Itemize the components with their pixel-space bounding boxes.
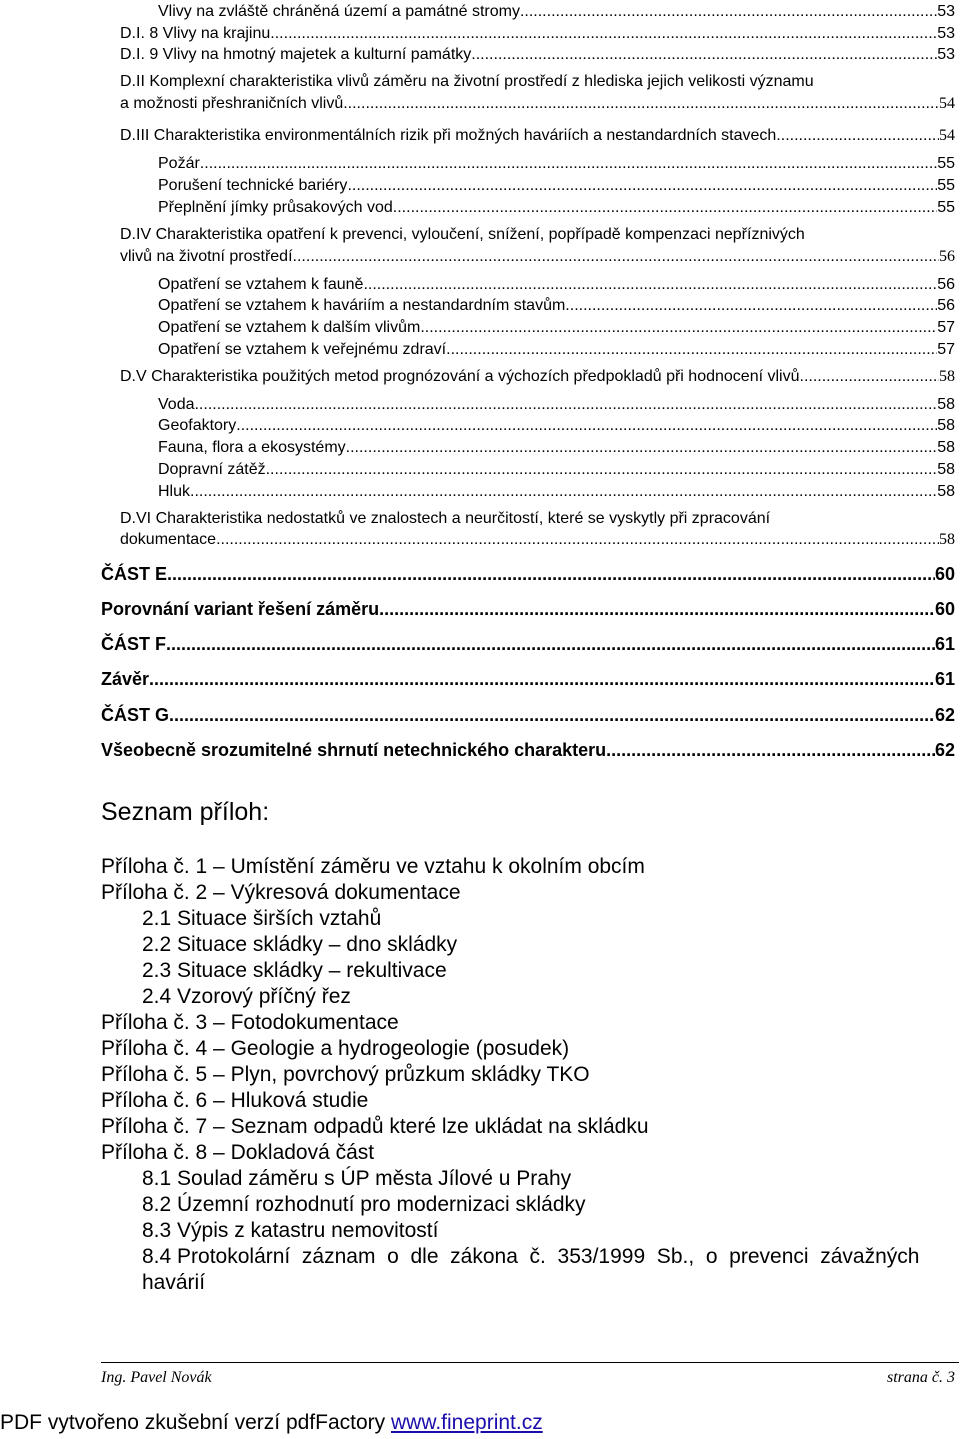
toc-page-number: 62 <box>934 740 955 760</box>
toc-leader <box>565 296 937 316</box>
toc-entry[interactable] <box>120 367 955 387</box>
toc-page-number: 53 <box>937 25 955 42</box>
attachment-subitem: 2.2 Situace skládky – dno skládky <box>142 933 458 956</box>
toc-leader <box>347 176 937 196</box>
toc-entry-title: D.II Komplexní charakteristika vlivů záměru na životní prostředí z hlediska jejich velikosti významu <box>120 73 814 90</box>
toc-entry[interactable] <box>158 275 955 295</box>
toc-leader <box>270 24 937 44</box>
toc-entry-title: Porušení technické bariéry <box>158 177 348 194</box>
toc-page-number: 58 <box>937 483 955 500</box>
toc-entry-title: Požár <box>158 155 200 172</box>
toc-entry-title: D.V Charakteristika použitých metod prognózování a výchozích předpokladů při hodnocení vlivů. <box>120 368 804 385</box>
toc-leader <box>169 704 935 726</box>
toc-entry-title: Voda <box>158 396 195 413</box>
attachment-item: Příloha č. 6 – Hluková studie <box>101 1089 369 1112</box>
toc-entry[interactable] <box>158 2 955 22</box>
toc-entry[interactable] <box>120 126 955 146</box>
toc-leader <box>776 126 939 146</box>
toc-entry-title: Fauna, flora a ekosystémy <box>158 439 346 456</box>
toc-entry[interactable] <box>158 395 955 415</box>
toc-entry[interactable] <box>158 318 955 338</box>
attachment-subitem: 2.4 Vzorový příčný řez <box>142 985 351 1008</box>
attachment-item: Příloha č. 2 – Výkresová dokumentace <box>101 881 461 904</box>
attachment-subitem: 2.1 Situace širších vztahů <box>142 907 382 930</box>
toc-page-number: 58 <box>937 461 955 478</box>
toc-entry[interactable] <box>158 460 955 480</box>
toc-leader <box>804 367 939 387</box>
attachment-subitem: 8.1 Soulad záměru s ÚP města Jílové u Prahy <box>142 1167 572 1190</box>
toc-entry-title: D.I. 8 Vlivy na krajinu <box>120 25 271 42</box>
toc-page-number: 61 <box>934 634 955 654</box>
toc-page-number: 57 <box>937 341 955 358</box>
toc-page-number: 56 <box>937 297 955 314</box>
toc-entry-title-cont: a možnosti přeshraničních vlivů <box>120 95 344 112</box>
toc-entry-title: Opatření se vztahem k dalším vlivům <box>158 319 421 336</box>
toc-entry[interactable] <box>158 482 955 502</box>
toc-entry-title: Hluk <box>158 483 191 500</box>
toc-leader <box>200 154 937 174</box>
toc-leader <box>346 438 938 458</box>
toc-part-entry[interactable] <box>101 704 955 726</box>
toc-page-number: 61 <box>934 669 955 689</box>
attachment-item: Příloha č. 5 – Plyn, povrchový průzkum skládky TKO <box>101 1063 590 1086</box>
toc-leader <box>446 340 937 360</box>
attachment-subitem: 8.3 Výpis z katastru nemovitostí <box>142 1219 439 1242</box>
toc-page-number: 58 <box>937 417 955 434</box>
toc-page-number: 54 <box>939 127 955 144</box>
toc-leader <box>363 275 937 295</box>
toc-page-number: 53 <box>937 46 955 63</box>
toc-page-number: 56 <box>939 248 955 265</box>
attachment-item: Příloha č. 8 – Dokladová část <box>101 1141 375 1164</box>
toc-page-number: 55 <box>937 199 955 216</box>
toc-part-entry[interactable] <box>101 633 955 655</box>
toc-entry[interactable] <box>120 45 955 65</box>
toc-part-entry[interactable] <box>101 668 955 690</box>
toc-leader <box>167 563 935 585</box>
attachment-subitem: 8.4 Protokolární záznam o dle zákona č. 353/1999 Sb., o prevenci závažných <box>142 1245 920 1268</box>
attachment-item: Příloha č. 4 – Geologie a hydrogeologie (posudek) <box>101 1037 570 1060</box>
toc-entry-title: D.I. 9 Vlivy na hmotný majetek a kulturní památky <box>120 46 472 63</box>
toc-part-entry[interactable] <box>101 563 955 585</box>
toc-leader <box>520 2 937 22</box>
toc-page-number: 60 <box>934 564 955 584</box>
attachment-subitem: 2.3 Situace skládky – rekultivace <box>142 959 447 982</box>
toc-leader <box>166 633 935 655</box>
toc-part-entry[interactable] <box>101 598 955 620</box>
toc-entry-title: ČÁST E <box>101 564 168 584</box>
footer-author: Ing. Pavel Novák <box>101 1369 212 1386</box>
toc-entry-title: D.III Charakteristika environmentálních rizik při možných haváriích a nestandardních stavech <box>120 127 777 144</box>
toc-entry[interactable] <box>158 438 955 458</box>
toc-page-number: 55 <box>937 155 955 172</box>
toc-entry[interactable] <box>158 296 955 316</box>
pdf-notice <box>0 1410 543 1436</box>
toc-leader <box>190 482 937 502</box>
toc-entry-title: Porovnání variant řešení záměru <box>101 599 380 619</box>
toc-entry-title: Geofaktory <box>158 417 237 434</box>
toc-entry-title-cont: vlivů na životní prostředí <box>120 248 293 265</box>
toc-entry[interactable] <box>158 154 955 174</box>
toc-leader <box>149 668 935 690</box>
toc-page-number: 54 <box>939 95 955 112</box>
toc-entry-title: ČÁST F <box>101 634 166 654</box>
toc-page-number: 57 <box>937 319 955 336</box>
pdf-notice-text: PDF vytvořeno zkušební verzí pdfFactory <box>0 1411 391 1434</box>
toc-leader <box>379 598 935 620</box>
toc-entry-title: Opatření se vztahem k haváriím a nestandardním stavům <box>158 297 566 314</box>
footer-page-label: strana č. 3 <box>887 1369 955 1386</box>
toc-entry-title: D.IV Charakteristika opatření k prevenci, vyloučení, snížení, popřípadě kompenzaci nepříznivých <box>120 226 805 243</box>
toc-page-number: 58 <box>937 396 955 413</box>
toc-entry[interactable] <box>120 24 955 44</box>
attachment-item: Příloha č. 3 – Fotodokumentace <box>101 1011 399 1034</box>
toc-entry[interactable] <box>158 340 955 360</box>
toc-entry[interactable] <box>158 176 955 196</box>
toc-entry-title: Opatření se vztahem k veřejnému zdraví <box>158 341 447 358</box>
toc-page-number: 62 <box>934 705 955 725</box>
toc-leader <box>293 247 939 267</box>
toc-leader <box>194 395 937 415</box>
toc-leader <box>420 318 937 338</box>
toc-entry[interactable] <box>158 198 955 218</box>
toc-entry-title-cont: dokumentace <box>120 531 217 548</box>
attachments-heading: Seznam příloh: <box>101 798 270 826</box>
toc-leader <box>236 416 937 436</box>
toc-entry[interactable] <box>158 416 955 436</box>
toc-leader <box>471 45 937 65</box>
toc-page-number: 60 <box>934 599 955 619</box>
toc-page-number: 58 <box>939 368 955 385</box>
toc-page-number: 55 <box>937 177 955 194</box>
toc-entry-title: Dopravní zátěž <box>158 461 266 478</box>
toc-entry-title: Přeplnění jímky průsakových vod <box>158 199 393 216</box>
toc-leader <box>393 198 937 218</box>
toc-page-number: 58 <box>939 531 955 548</box>
toc-entry[interactable] <box>120 94 955 114</box>
toc-entry-title: ČÁST G <box>101 705 170 725</box>
toc-leader <box>216 530 939 550</box>
attachment-item: Příloha č. 1 – Umístění záměru ve vztahu k okolním obcím <box>101 855 645 878</box>
toc-entry[interactable] <box>120 530 955 550</box>
toc-page-number: 53 <box>937 3 955 20</box>
toc-entry-title: D.VI Charakteristika nedostatků ve znalostech a neurčitostí, které se vyskytly při zpracování <box>120 510 771 527</box>
pdf-notice-link[interactable]: www.fineprint.cz <box>390 1411 543 1434</box>
toc-entry-title: Všeobecně srozumitelné shrnutí netechnického charakteru <box>101 740 607 760</box>
toc-entry-title: Opatření se vztahem k fauně <box>158 276 364 293</box>
attachment-subitem: 8.2 Územní rozhodnutí pro modernizaci skládky <box>142 1193 586 1216</box>
toc-entry[interactable] <box>120 247 955 267</box>
toc-entry-title: Závěr <box>101 669 150 689</box>
toc-page-number: 58 <box>937 439 955 456</box>
toc-leader <box>606 739 935 761</box>
toc-part-entry[interactable] <box>101 739 955 761</box>
footer-divider <box>101 1362 959 1363</box>
attachment-item: Příloha č. 7 – Seznam odpadů které lze ukládat na skládku <box>101 1115 649 1138</box>
toc-page-number: 56 <box>937 276 955 293</box>
toc-leader <box>343 94 939 114</box>
toc-entry-title: Vlivy na zvláště chráněná území a památné stromy <box>158 3 520 20</box>
attachment-subitem-cont: havárií <box>142 1271 206 1294</box>
toc-leader <box>266 460 938 480</box>
